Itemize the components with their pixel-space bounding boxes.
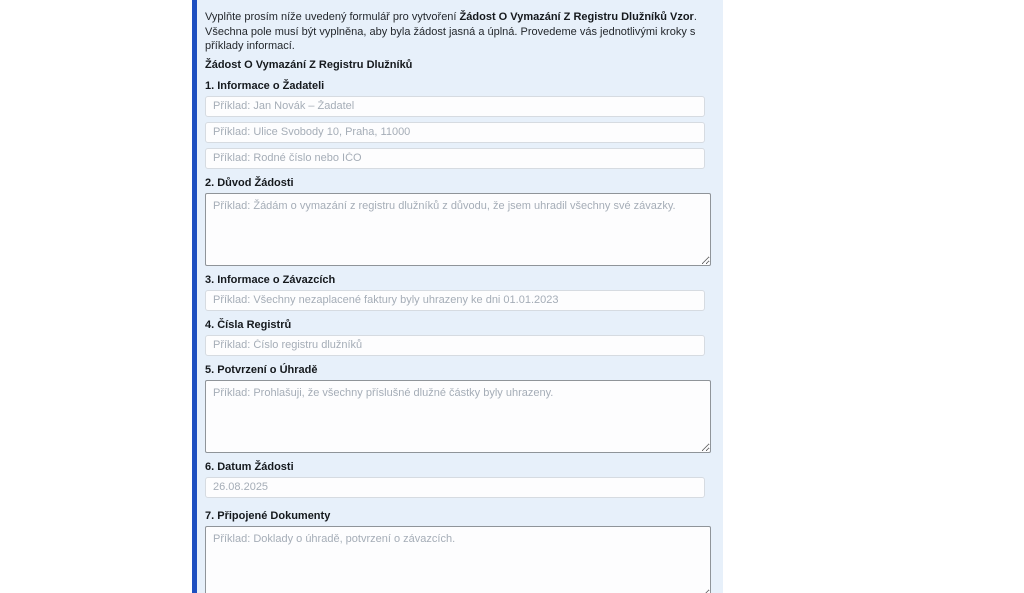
request-date-input[interactable]: [205, 477, 705, 498]
registry-numbers-input[interactable]: [205, 335, 705, 356]
applicant-address-input[interactable]: [205, 122, 705, 143]
obligations-info-input[interactable]: [205, 290, 705, 311]
intro-text-before: Vyplňte prosím níže uvedený formulář pro vytvoření: [205, 11, 460, 23]
section-label-registry-numbers: 4. Čísla Registrů: [205, 318, 292, 331]
intro-text-after: . Všechna pole musí být vyplněna, aby byla žádost jasná a úplná. Provedeme vás jednotlivými kroky s příklady informací.: [205, 11, 697, 52]
section-label-request-date: 6. Datum Žádosti: [205, 460, 294, 473]
applicant-name-input[interactable]: [205, 96, 705, 117]
intro-text: [205, 10, 710, 54]
form-panel: [192, 0, 723, 593]
section-label-payment-confirmation: 5. Potvrzení o Úhradě: [205, 363, 318, 376]
attached-documents-textarea[interactable]: [205, 526, 711, 593]
section-label-applicant-info: 1. Informace o Žadateli: [205, 79, 325, 92]
section-label-attached-documents: 7. Připojené Dokumenty: [205, 509, 331, 522]
payment-confirmation-textarea[interactable]: [205, 380, 711, 453]
document-title: Žádost O Vymazání Z Registru Dlužníků: [205, 58, 413, 71]
section-label-request-reason: 2. Důvod Žádosti: [205, 176, 294, 189]
section-label-obligations-info: 3. Informace o Závazcích: [205, 273, 336, 286]
applicant-id-input[interactable]: [205, 148, 705, 169]
request-reason-textarea[interactable]: [205, 193, 711, 266]
intro-text-bold: Žádost O Vymazání Z Registru Dlužníků Vzor: [459, 11, 694, 23]
